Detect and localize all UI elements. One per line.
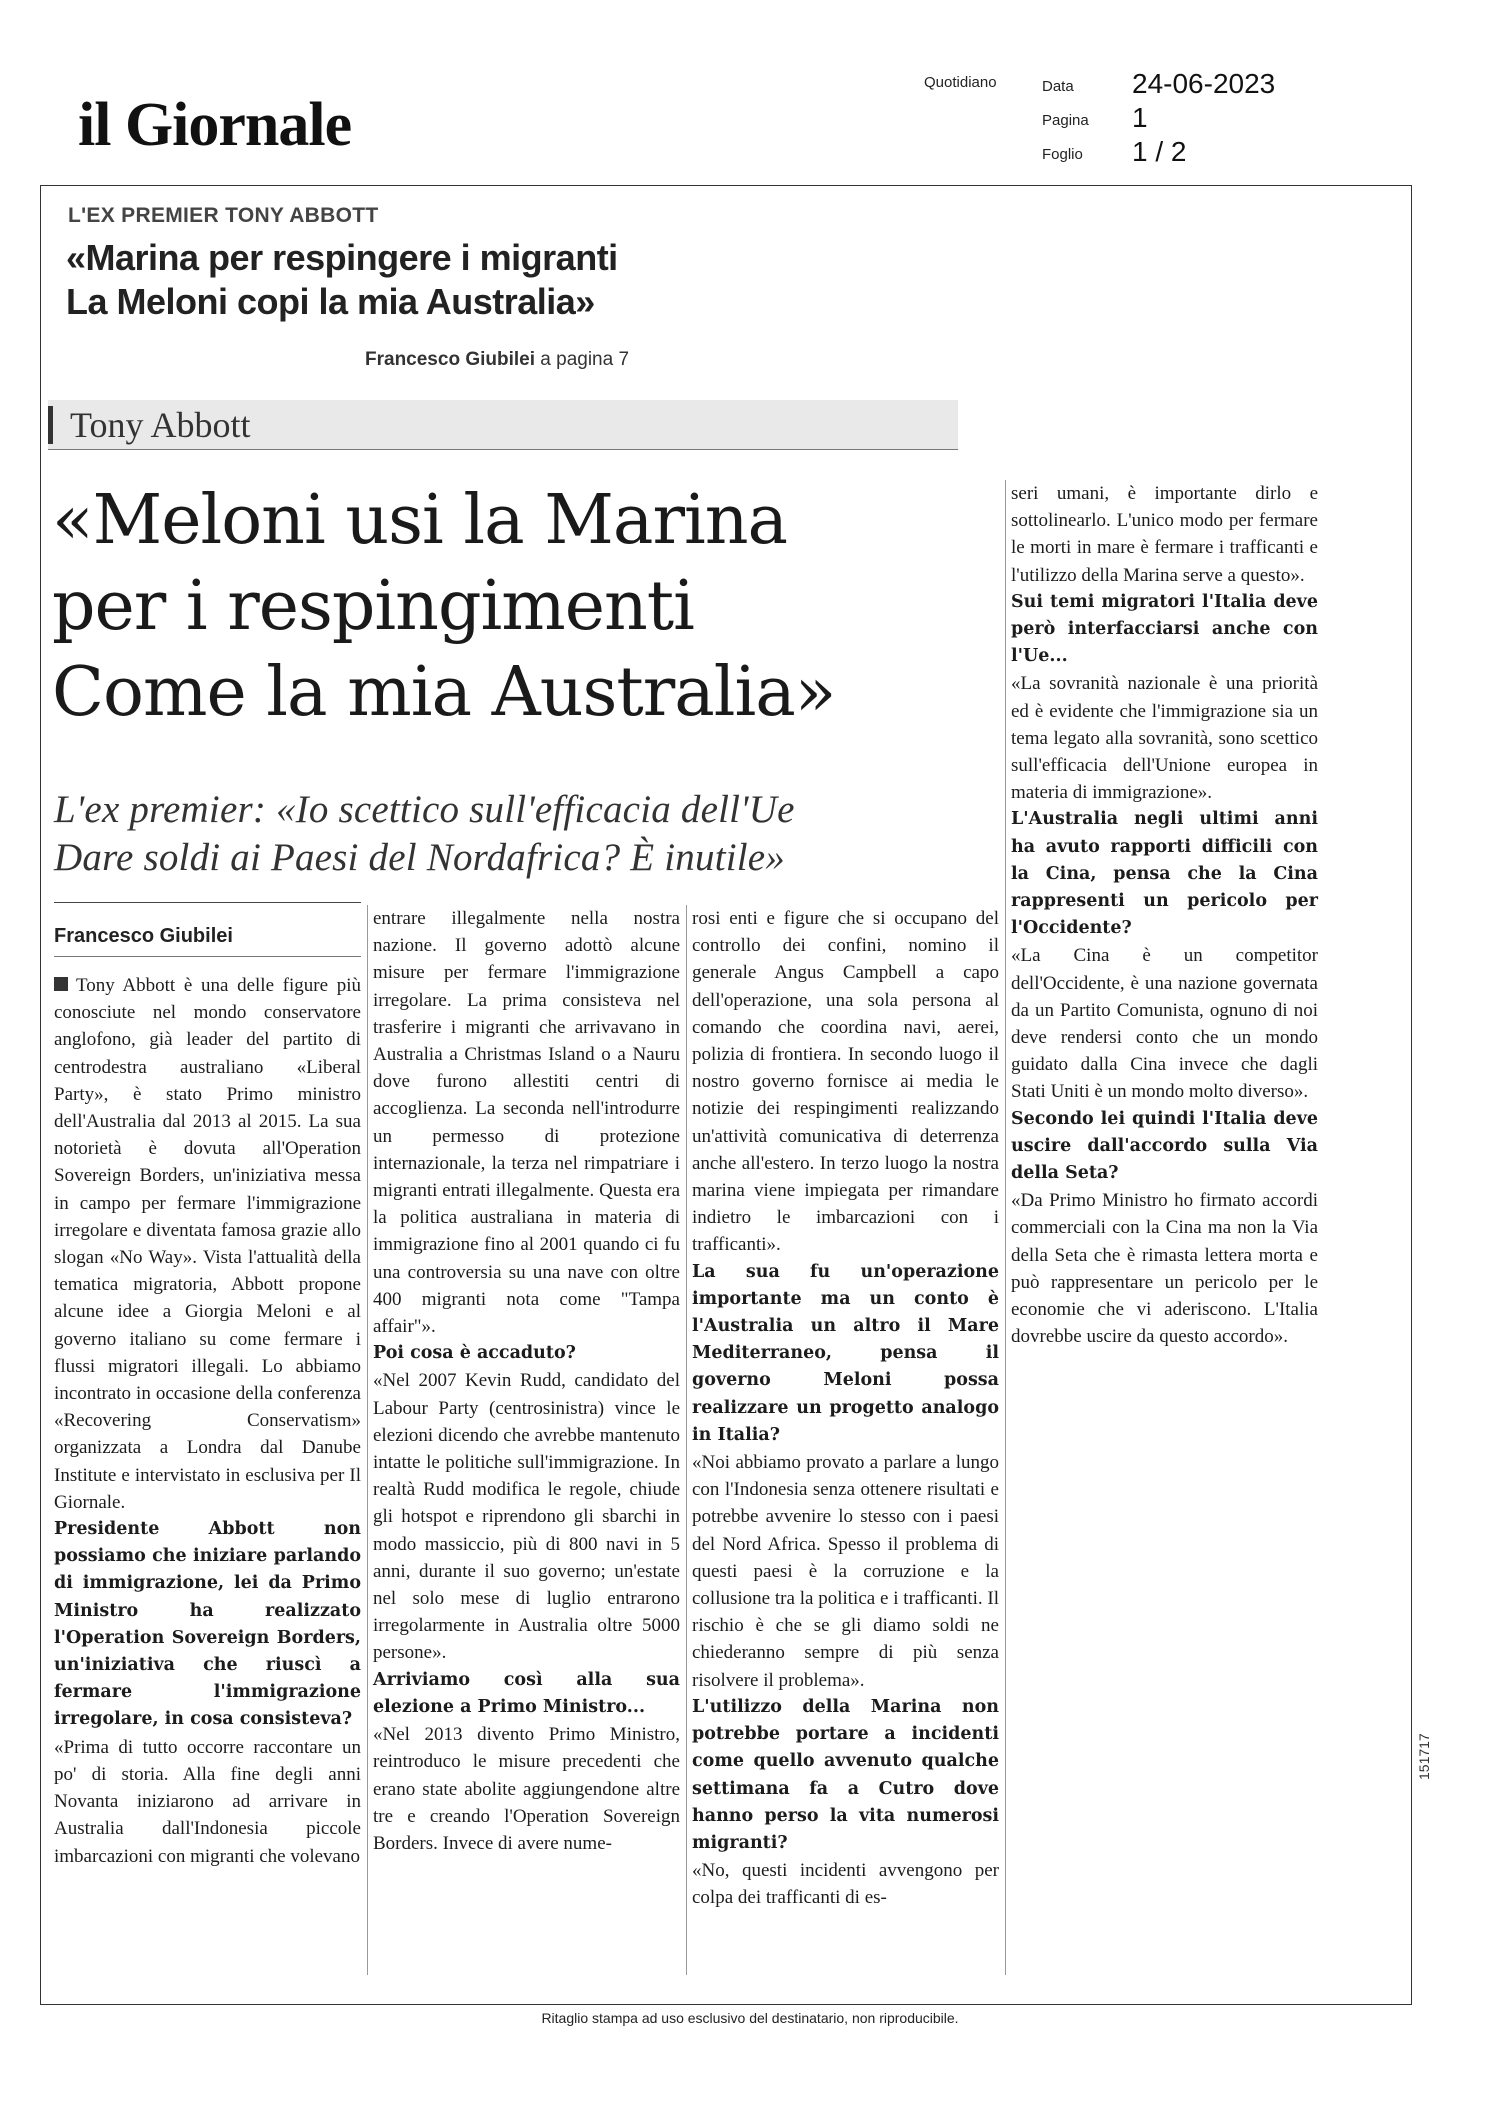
lead-square-icon bbox=[54, 977, 68, 991]
teaser-byline-name: Francesco Giubilei bbox=[365, 349, 535, 370]
byline-rule bbox=[54, 902, 361, 903]
interview-answer: «La Cina è un competitor dell'Occidente, è una nazione governata da un Partito Comunista, ognuno di noi deve rendersi conto che un mondo guidato dalla Cina invece che dagli Stati Uniti è un mondo molto diverso». bbox=[1011, 945, 1318, 1103]
meta-data-value: 24-06-2023 bbox=[1132, 68, 1276, 99]
meta-pagina-label: Pagina bbox=[1042, 112, 1089, 129]
headline bbox=[52, 478, 972, 736]
side-code: 151717 bbox=[1416, 1733, 1432, 1780]
interview-answer: «Nel 2007 Kevin Rudd, candidato del Labour Party (centrosinistra) vince le elezioni dicendo che avrebbe mantenuto intatte le politiche sull'immigrazione. In realtà Rudd modifica le regole, chiude gli hotspot e riprendono gli sbarchi in modo massiccio, più di 800 navi in 5 anni, durante il suo governo; un'estate nel solo mese di luglio entrarono irregolarmente in Australia oltre 5000 persone». bbox=[373, 1370, 680, 1664]
headline-line: Come la mia Australia» bbox=[52, 653, 836, 732]
masthead-logo: il Giornale bbox=[78, 91, 352, 159]
standfirst-line: L'ex premier: «Io scettico sull'efficacia dell'Ue bbox=[54, 788, 795, 831]
article-column-3 bbox=[692, 905, 999, 1912]
teaser-title bbox=[66, 236, 706, 324]
teaser-kicker: L'EX PREMIER TONY ABBOTT bbox=[68, 204, 379, 227]
article-column-4 bbox=[1011, 480, 1318, 1351]
interview-answer: «La sovranità nazionale è una priorità ed è evidente che l'immigrazione sia un tema legato alla sovranità, sono scettico sull'efficacia dell'Unione europea in materia di immigrazione». bbox=[1011, 673, 1318, 804]
interview-question: Poi cosa è accaduto? bbox=[373, 1343, 576, 1364]
meta-pagina-value: 1 bbox=[1132, 102, 1148, 133]
interview-answer: «Da Primo Ministro ho firmato accordi commerciali con la Cina ma non la Via della Seta che è rimasta lettera morta e può rappresentare un pericolo per le economie che vi aderiscono. L'Italia dovrebbe uscire da questo accordo». bbox=[1011, 1190, 1318, 1348]
headline-line: «Meloni usi la Marina bbox=[52, 481, 788, 560]
interview-answer: «No, questi incidenti avvengono per colpa dei trafficanti di es- bbox=[692, 1860, 999, 1909]
footer-notice: Ritaglio stampa ad uso esclusivo del destinatario, non riproducibile. bbox=[541, 2010, 959, 2026]
column-divider bbox=[367, 905, 368, 1975]
interview-question: Arriviamo così alla sua elezione a Primo Ministro... bbox=[373, 1669, 680, 1717]
teaser-byline-page: a pagina 7 bbox=[540, 349, 630, 370]
topic-marker bbox=[48, 406, 53, 444]
article-column-2 bbox=[373, 905, 680, 1857]
interview-question: L'utilizzo della Marina non potrebbe portare a incidenti come quello avvenuto qualche settimana fa a Cutro dove hanno perso la vita numerosi migranti? bbox=[692, 1696, 999, 1853]
standfirst-line: Dare soldi ai Paesi del Nordafrica? È inutile» bbox=[54, 836, 786, 879]
teaser-byline bbox=[365, 349, 629, 371]
headline-line: per i respingimenti bbox=[52, 567, 694, 646]
meta-foglio-value: 1 / 2 bbox=[1132, 136, 1187, 167]
interview-answer: entrare illegalmente nella nostra nazione. Il governo adottò alcune misure per fermare l'immigrazione irregolare. La prima consisteva nel trasferire i migranti che arrivavano in Australia a Christmas Island o a Nauru dove furono allestiti centri di accoglienza. La seconda nell'introdurre un permesso di protezione internazionale, la terza nel rimpatriare i migranti entrati illegalmente. Questa era la politica australiana in materia di immigrazione fino al 2001 quando ci fu una controversia su una nave con oltre 400 migranti nota come "Tampa affair"». bbox=[373, 908, 680, 1338]
interview-answer: «Nel 2013 divento Primo Ministro, reintroduco le misure precedenti che erano state abolite aggiungendone altre tre e creando l'Operation Sovereign Borders. Invece di avere nume- bbox=[373, 1724, 680, 1854]
article-column-1 bbox=[54, 972, 361, 1870]
teaser-title-line: La Meloni copi la mia Australia» bbox=[66, 281, 595, 322]
column-divider bbox=[686, 905, 687, 1975]
standfirst bbox=[54, 786, 974, 882]
interview-answer: rosi enti e figure che si occupano del controllo dei confini, nomino il generale Angus Campbell a capo dell'operazione, una sola persona al comando che coordina navi, aerei, polizia di frontiera. In secondo luogo il nostro governo fornisce ai media le notizie dei respingimenti realizzando un'attività comunicativa di deterrenza anche all'estero. In terzo luogo la nostra marina viene impiegata per rimandare indietro le imbarcazioni con i trafficanti». bbox=[692, 908, 999, 1256]
meta-data-label: Data bbox=[1042, 78, 1074, 95]
interview-question: Presidente Abbott non possiamo che iniziare parlando di immigrazione, lei da Primo Ministro ha realizzato l'Operation Sovereign Borders, un'iniziativa che riuscì a fermare l'immigrazione irregolare, in cosa consisteva? bbox=[54, 1519, 361, 1730]
interview-question: Sui temi migratori l'Italia deve però interfacciarsi anche con l'Ue... bbox=[1011, 591, 1318, 667]
interview-answer: «Noi abbiamo provato a parlare a lungo con l'Indonesia senza ottenere risultati e potrebbe avvenire lo stesso con i paesi del Nord Africa. Spesso il problema di questi paesi è la corruzione e la collusione tra la politica e i trafficanti. Il rischio è che se gli diamo soldi ne chiederanno sempre di più senza risolvere il problema». bbox=[692, 1452, 999, 1691]
byline-rule-bottom bbox=[54, 956, 361, 957]
interview-answer: «Prima di tutto occorre raccontare un po' di storia. Alla fine degli anni Novanta iniziarono ad arrivare in Australia dall'Indonesia piccole imbarcazioni con migranti che volevano bbox=[54, 1736, 361, 1867]
column-divider bbox=[1005, 480, 1006, 1975]
article-paragraph: Tony Abbott è una delle figure più conosciute nel mondo conservatore anglofono, già leader del partito di centrodestra australiano «Liberal Party», è stato Primo ministro dell'Australia dal 2013 al 2015. La sua notorietà è dovuta all'Operation Sovereign Borders, un'iniziativa messa in campo per fermare l'immigrazione irregolare e diventata famosa grazie allo slogan «No Way». Vista l'attualità della tematica migratoria, Abbott propone alcune idee a Giorgia Meloni e al governo italiano su come fermare i flussi migratori illegali. Lo abbiamo incontrato in occasione della conferenza «Recovering Conservatism» organizzata a Londra dal Danube Institute e intervistato in esclusiva per Il Giornale. bbox=[54, 975, 361, 1513]
meta-foglio-label: Foglio bbox=[1042, 146, 1083, 163]
article-byline: Francesco Giubilei bbox=[54, 925, 233, 947]
topic-label: Tony Abbott bbox=[70, 405, 251, 445]
interview-answer: seri umani, è importante dirlo e sottolinearlo. L'unico modo per fermare le morti in mare è fermare i trafficanti e l'utilizzo della Marina serve a questo». bbox=[1011, 483, 1318, 586]
meta-type: Quotidiano bbox=[924, 74, 997, 91]
interview-question: Secondo lei quindi l'Italia deve uscire dall'accordo sulla Via della Seta? bbox=[1011, 1108, 1318, 1184]
interview-question: La sua fu un'operazione importante ma un conto è l'Australia un altro il Mare Mediterraneo, pensa il governo Meloni possa realizzare un progetto analogo in Italia? bbox=[692, 1261, 999, 1445]
interview-question: L'Australia negli ultimi anni ha avuto rapporti difficili con la Cina, pensa che la Cina rappresenti un pericolo per l'Occidente? bbox=[1011, 809, 1318, 939]
topic-bar bbox=[48, 400, 958, 450]
teaser-title-line: «Marina per respingere i migranti bbox=[66, 237, 618, 278]
